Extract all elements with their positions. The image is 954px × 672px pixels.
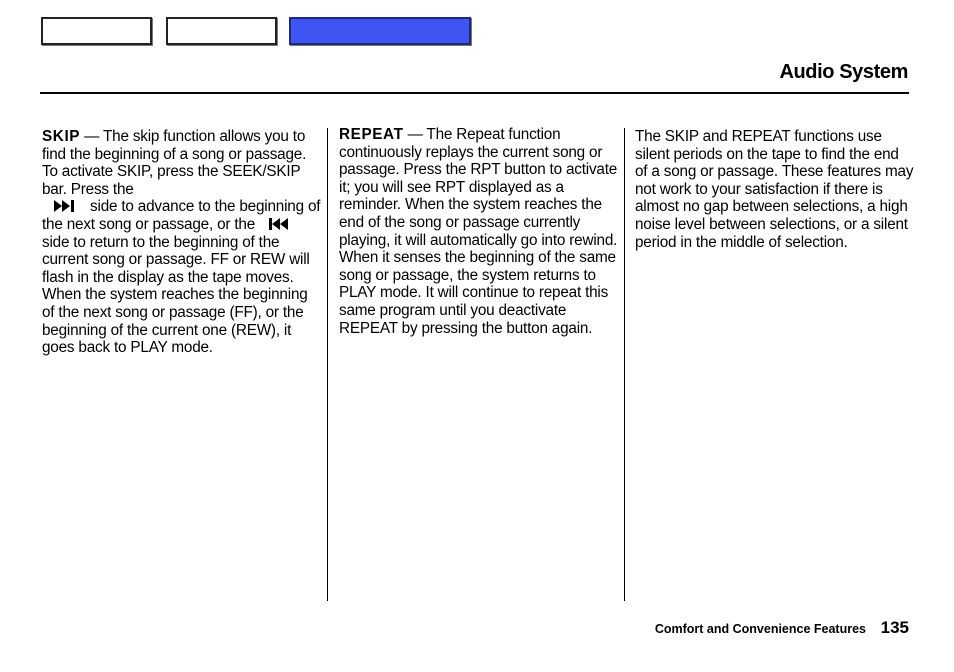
repeat-column	[339, 126, 619, 337]
skip-text-2: side to advance to the beginning of the next song or passage, or the	[42, 198, 321, 233]
skip-term: SKIP	[42, 128, 81, 145]
nav-button-2[interactable]	[166, 17, 277, 45]
repeat-text: — The Repeat function continuously replays the current song or passage. Press the RPT button to activate it; you will see RPT displayed as a reminder. When the system reaches the end of the song or passage currently playing, it will automatically go into rewind. When it senses the beginning of the same song or passage, the system returns to PLAY mode. It will continue to repeat this same program until you deactivate REPEAT by pressing the button again.	[339, 126, 618, 337]
nav-button-1[interactable]	[41, 17, 152, 45]
column-divider-2	[624, 128, 625, 601]
header-divider	[40, 92, 909, 94]
skip-text-3: side to return to the beginning of the current song or passage. FF or REW will flash in the display as the tape moves. When the system reaches the beginning of the next song or passage (FF), or the beginning of the current one (REW), it goes back to PLAY mode.	[42, 233, 310, 357]
repeat-term: REPEAT	[339, 126, 404, 143]
skip-text-1: — The skip function allows you to find the beginning of a song or passage. To activate SKIP, press the SEEK/SKIP bar. Press the	[42, 128, 307, 198]
nav-button-3-active[interactable]	[289, 17, 471, 45]
skip-forward-icon	[50, 200, 80, 212]
page-number: 135	[880, 618, 909, 637]
skip-column	[42, 128, 322, 357]
skip-back-icon	[267, 218, 297, 230]
footer-section-label: Comfort and Convenience Features	[654, 622, 866, 636]
page-title: Audio System	[779, 61, 908, 83]
note-text: The SKIP and REPEAT functions use silent periods on the tape to find the end of a song or passage. These features may not work to your satisfaction if there is almost no gap between selections, a high noise level between selections, or a silent period in the middle of selection.	[635, 128, 914, 251]
note-column	[635, 128, 915, 251]
column-divider-1	[327, 128, 328, 601]
